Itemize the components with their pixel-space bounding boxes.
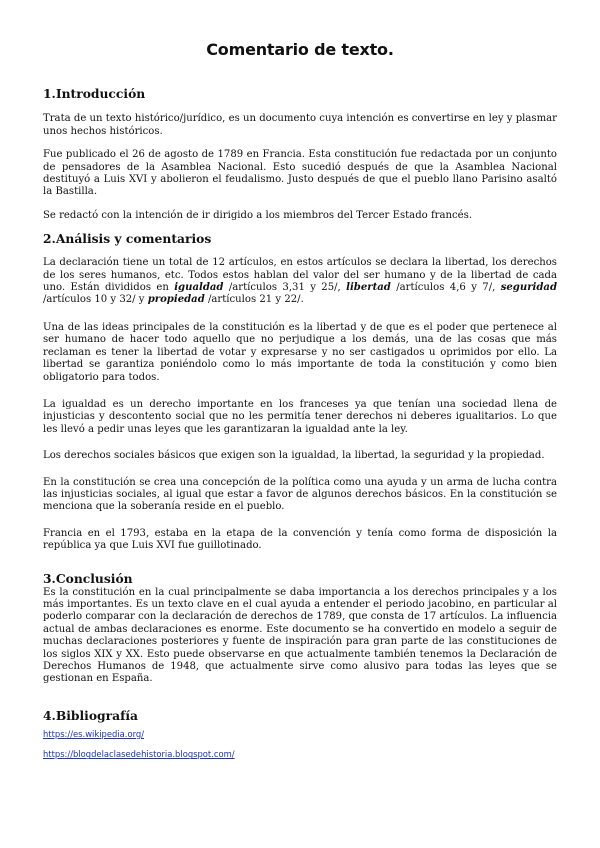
- section-heading-conclusion: 3.Conclusión: [43, 570, 133, 586]
- analysis-paragraph-2: Una de las ideas principales de la constitución es la libertad y de que es el poder que pertenece al ser humano de hacer todo aquello que no perjudique a los demás, una de las cosas que más reclaman es tener la libertad de votar y expresarse y no ser castigados u oprimidos por ello. La libertad se garantiza poniéndolo como lo más importante de toda la constitución y como bien obligatorio para todos.: [43, 321, 557, 383]
- term-propiedad: propiedad: [147, 294, 205, 306]
- intro-paragraph-3: Se redactó con la intención de ir dirigido a los miembros del Tercer Estado francés.: [43, 209, 473, 221]
- conclusion-paragraph: Es la constitución en la cual principalmente se daba importancia a los derechos principales y a los más importantes. Es un texto clave en el cual ayuda a entender el periodo jacobino, en particular al poderlo comparar con la declaración de derechos de 1789, que consta de 17 artículos. La influencia actual de ambas declaraciones es enorme. Este documento se ha convertido en modelo a seguir de muchas declaraciones posteriores y fuente de inspiración para gran parte de las constituciones de los siglos XIX y XX. Esto puede observarse en que actualmente también tenemos la Declaración de Derechos Humanos de 1948, que actualmente sirve como alusivo para todas las leyes que se gestionan en España.: [43, 586, 557, 685]
- section-heading-bibliography: 4.Bibliografía: [43, 707, 139, 723]
- analysis-paragraph-3: La igualdad es un derecho importante en los franceses ya que tenían una sociedad llena de injusticias y descontento social que no les permitía tener derechos ni deberes igualitarios. Lo que les llevó a pedir unas leyes que les garantizaran la igualdad ante la ley.: [43, 398, 557, 435]
- section-heading-analysis: 2.Análisis y comentarios: [43, 231, 212, 247]
- analysis-p1-text-d: /artículos 10 y 32/ y: [43, 294, 148, 306]
- analysis-p1-text-b: /artículos 3,31 y 25/,: [223, 282, 347, 294]
- analysis-paragraph-4: Los derechos sociales básicos que exigen son la igualdad, la libertad, la seguridad y la propiedad.: [43, 450, 545, 462]
- analysis-paragraph-5: En la constitución se crea una concepción de la política como una ayuda y un arma de lucha contra las injusticias sociales, al igual que estar a favor de algunos derechos básicos. En la constitución se menciona que la soberanía reside en el pueblo.: [43, 476, 557, 513]
- analysis-paragraph-1: [43, 257, 557, 307]
- analysis-paragraph-6: Francia en el 1793, estaba en la etapa de la convención y tenía como forma de disposición la república ya que Luis XVI fue guillotinado.: [43, 527, 557, 552]
- bibliography-link-blog[interactable]: https://blogdelaclasedehistoria.blogspot.com/: [43, 749, 235, 760]
- term-igualdad: igualdad: [174, 282, 224, 294]
- intro-paragraph-1: Trata de un texto histórico/jurídico, es un documento cuya intención es convertirse en ley y plasmar unos hechos históricos.: [43, 113, 557, 137]
- analysis-p1-text-a: La declaración tiene un total de 12 artículos, en estos artículos se declara la libertad, los derechos de los seres humanos, etc. Todos estos hablan del valor del ser humano y de la libertad de cada uno. Están divididos en: [43, 257, 557, 294]
- bibliography-link-wikipedia[interactable]: https://es.wikipedia.org/: [43, 728, 145, 739]
- term-libertad: libertad: [346, 282, 391, 294]
- intro-paragraph-2: Fue publicado el 26 de agosto de 1789 en Francia. Esta constitución fue redactada por un conjunto de pensadores de la Asamblea Nacional. Esto sucedió después de que la Asamblea Nacional destituyó a Luis XVI y abolieron el feudalismo. Justo después de que el pueblo llano Parisino asaltó la Bastilla.: [43, 149, 557, 198]
- analysis-p1-text-e: /artículos 21 y 22/.: [204, 294, 304, 306]
- analysis-p1-text-c: /artículos 4,6 y 7/,: [390, 282, 501, 294]
- document-title: Comentario de texto.: [206, 40, 394, 59]
- section-heading-introduction: 1.Introducción: [43, 86, 146, 102]
- term-seguridad: seguridad: [500, 282, 557, 294]
